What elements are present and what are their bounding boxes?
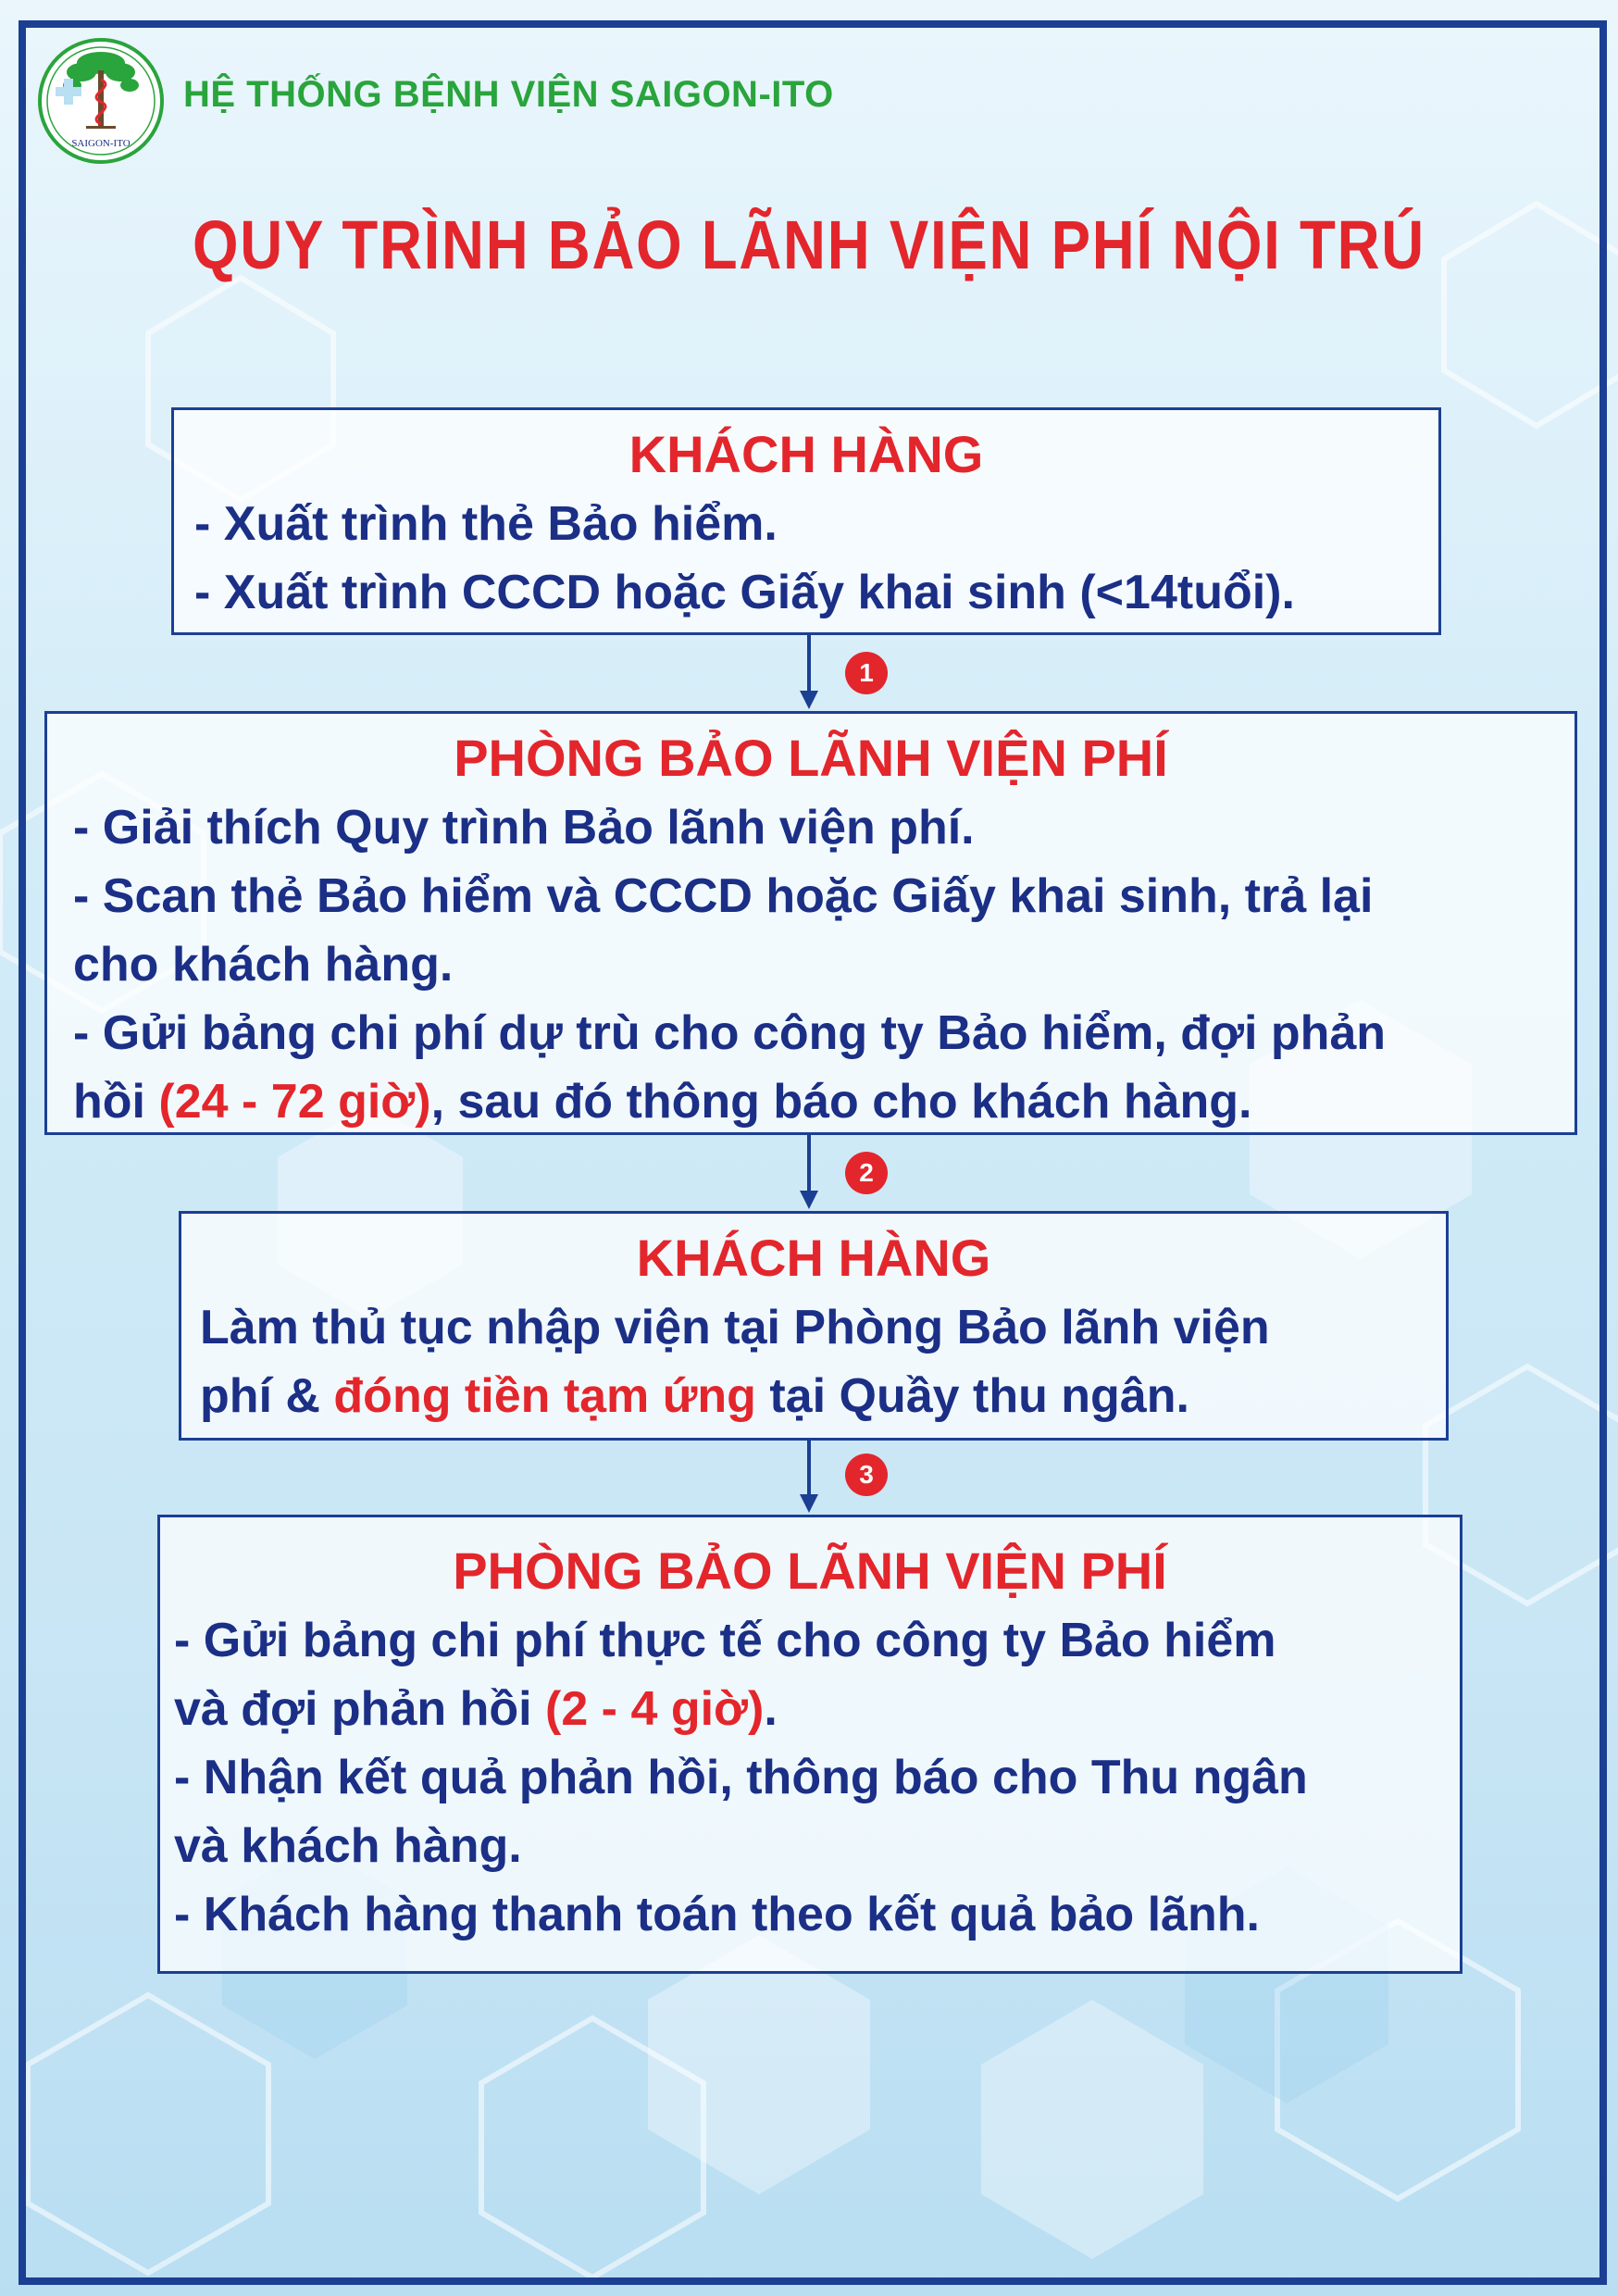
step-line [181,1362,1446,1430]
line-text: , sau đó thông báo cho khách hàng. [430,1075,1252,1129]
deposit-highlight: đóng tiền tạm ứng [333,1369,756,1423]
step-line: - Scan thẻ Bảo hiểm và CCCD hoặc Giấy khai sinh, trả lại [73,869,1374,923]
step-box-guarantee-office [44,711,1577,1135]
step-line [160,1675,1460,1743]
step-number-badge: 3 [845,1454,888,1496]
step-number-badge: 2 [845,1152,888,1194]
step-line: - Nhận kết quả phản hồi, thông báo cho Thu ngân [174,1751,1308,1804]
step-heading: PHÒNG BẢO LÃNH VIỆN PHÍ [454,729,1168,787]
line-text: tại Quầy thu ngân. [755,1369,1189,1423]
step-box-customer-documents [171,407,1441,635]
step-line: - Khách hàng thanh toán theo kết quả bảo lãnh. [174,1888,1260,1941]
step-line: - Xuất trình thẻ Bảo hiểm. [194,497,778,551]
step-line: Làm thủ tục nhập viện tại Phòng Bảo lãnh viện [200,1301,1270,1354]
page-title: QUY TRÌNH BẢO LÃNH VIỆN PHÍ NỘI TRÚ [193,206,1425,283]
step-line: và khách hàng. [174,1819,522,1873]
flow-arrow [790,635,828,711]
flow-arrow [790,1135,828,1211]
line-text: hồi [73,1075,159,1129]
step-box-final-settlement [157,1515,1462,1974]
caduceus-tree-logo [35,35,167,167]
step-line: - Giải thích Quy trình Bảo lãnh viện phí. [73,801,975,855]
line-text: . [764,1682,778,1736]
step-line: - Xuất trình CCCD hoặc Giấy khai sinh (<14tuổi). [194,566,1295,619]
line-text: phí & [200,1369,334,1423]
logo-caption: SAIGON-ITO [71,138,131,149]
step-heading: KHÁCH HÀNG [636,1229,991,1287]
duration-highlight: (2 - 4 giờ) [545,1682,765,1736]
step-line: cho khách hàng. [73,938,454,992]
step-line: - Gửi bảng chi phí dự trù cho công ty Bảo hiểm, đợi phản [73,1006,1387,1060]
step-line [47,1067,1574,1136]
step-heading: PHÒNG BẢO LÃNH VIỆN PHÍ [453,1541,1167,1600]
duration-highlight: (24 - 72 giờ) [158,1075,431,1129]
step-number-badge: 1 [845,652,888,694]
step-line: - Gửi bảng chi phí thực tế cho công ty Bảo hiểm [174,1614,1276,1667]
flow-arrow [790,1441,828,1515]
step-heading: KHÁCH HÀNG [629,425,984,483]
step-box-customer-admission [179,1211,1449,1441]
line-text: và đợi phản hồi [174,1682,545,1736]
brand-name: HỆ THỐNG BỆNH VIỆN SAIGON-ITO [183,74,834,115]
